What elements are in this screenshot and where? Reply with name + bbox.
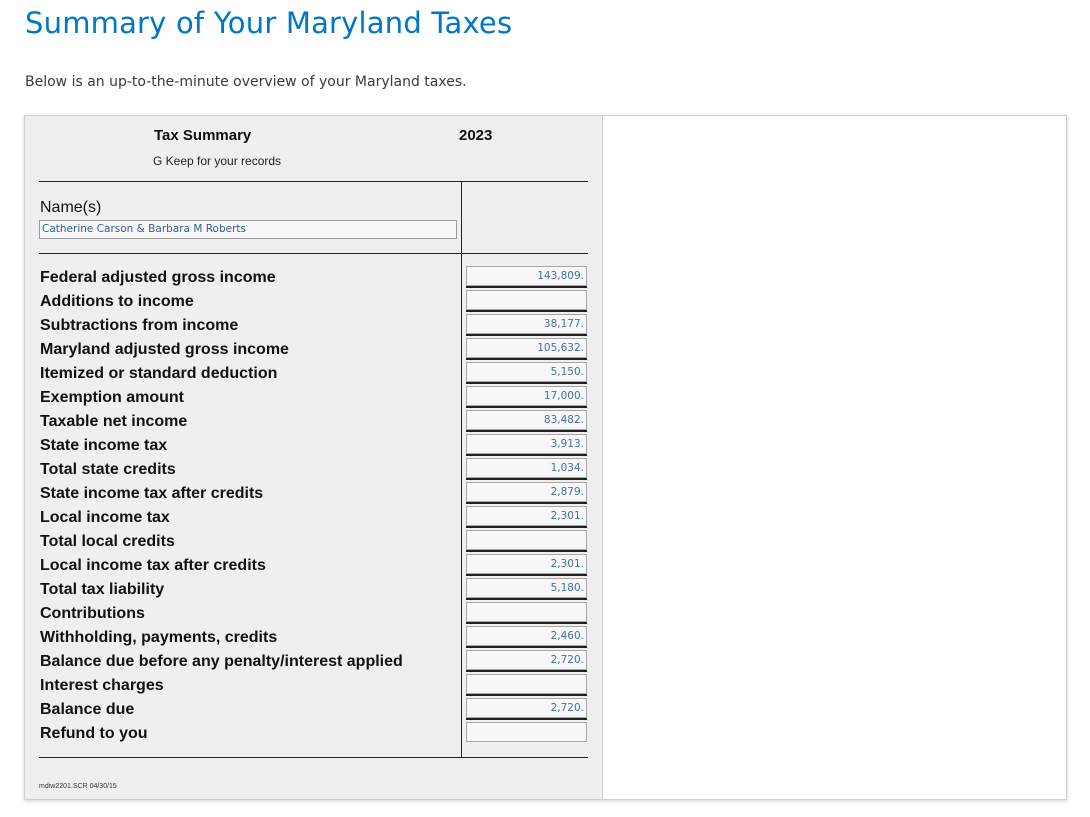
form-title: Tax Summary xyxy=(154,127,252,144)
names-divider xyxy=(39,253,588,254)
amount-field[interactable]: 2,720. xyxy=(466,698,587,718)
form-subtitle: G Keep for your records xyxy=(153,154,282,168)
row-label: Federal adjusted gross income xyxy=(40,269,276,286)
row-label: Maryland adjusted gross income xyxy=(40,341,289,358)
names-label: Name(s) xyxy=(40,199,102,216)
row-label: Additions to income xyxy=(40,293,194,310)
row-label: Total tax liability xyxy=(40,581,165,598)
row-label: State income tax after credits xyxy=(40,485,264,502)
tax-year: 2023 xyxy=(459,127,493,144)
amount-field[interactable]: 1,034. xyxy=(466,458,587,478)
amount-field[interactable]: 2,879. xyxy=(466,482,587,502)
amount-field[interactable] xyxy=(466,290,587,310)
row-label: Local income tax after credits xyxy=(40,557,266,574)
form-frame xyxy=(24,115,1067,800)
amount-field[interactable] xyxy=(466,722,587,742)
row-label: Total state credits xyxy=(40,461,176,478)
amount-field[interactable]: 2,720. xyxy=(466,650,587,670)
amount-field[interactable] xyxy=(466,602,587,622)
row-label: Exemption amount xyxy=(40,389,185,406)
header-divider xyxy=(39,181,588,182)
column-divider xyxy=(461,181,462,758)
bottom-divider xyxy=(39,757,588,758)
amount-field[interactable]: 2,460. xyxy=(466,626,587,646)
row-label: Itemized or standard deduction xyxy=(40,365,278,382)
amount-field[interactable]: 17,000. xyxy=(466,386,587,406)
tax-summary-form xyxy=(25,116,603,799)
row-label: Local income tax xyxy=(40,509,170,526)
intro-text: Below is an up-to-the-minute overview of your Maryland taxes. xyxy=(25,74,467,90)
row-label: State income tax xyxy=(40,437,168,454)
row-label: Taxable net income xyxy=(40,413,188,430)
amount-field[interactable]: 2,301. xyxy=(466,506,587,526)
amount-field[interactable]: 38,177. xyxy=(466,314,587,334)
row-label: Total local credits xyxy=(40,533,175,550)
row-label: Balance due xyxy=(40,701,135,718)
row-label: Contributions xyxy=(40,605,145,622)
row-label: Subtractions from income xyxy=(40,317,239,334)
row-label: Withholding, payments, credits xyxy=(40,629,278,646)
page-title: Summary of Your Maryland Taxes xyxy=(25,6,513,40)
amount-field[interactable] xyxy=(466,674,587,694)
amount-field[interactable]: 83,482. xyxy=(466,410,587,430)
amount-field[interactable]: 3,913. xyxy=(466,434,587,454)
row-label: Refund to you xyxy=(40,725,148,742)
amount-field[interactable]: 105,632. xyxy=(466,338,587,358)
names-field[interactable]: Catherine Carson & Barbara M Roberts xyxy=(39,220,457,239)
amount-field[interactable] xyxy=(466,530,587,550)
form-code: mdiw2201.SCR 04/30/15 xyxy=(39,783,117,790)
amount-field[interactable]: 2,301. xyxy=(466,554,587,574)
blank-panel xyxy=(603,116,1066,799)
row-label: Interest charges xyxy=(40,677,164,694)
amount-field[interactable]: 5,150. xyxy=(466,362,587,382)
amount-field[interactable]: 143,809. xyxy=(466,266,587,286)
row-label: Balance due before any penalty/interest applied xyxy=(40,653,403,670)
amount-field[interactable]: 5,180. xyxy=(466,578,587,598)
